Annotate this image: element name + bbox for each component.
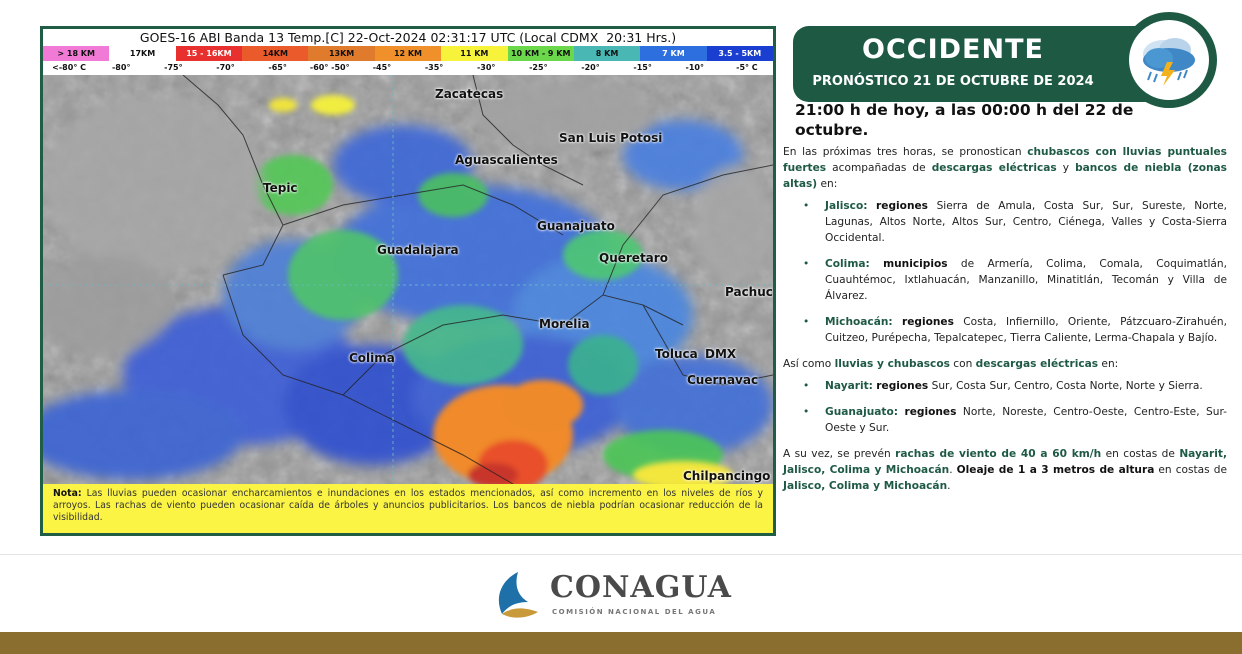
conagua-logo <box>488 566 768 626</box>
scale-segment: 14KM <box>242 46 308 61</box>
city-label-toluca: Toluca <box>655 347 698 361</box>
state-regions: Costa, Infiernillo, Oriente, Pátzcuaro-Zirahuén, Cuitzeo, Purépecha, Tepalcatepec, Tierra Caliente, Lerma-Chapala y Bajío. <box>825 316 1227 344</box>
intro-paragraph <box>783 144 1227 192</box>
scale-temp-label: -30° <box>476 63 496 72</box>
satellite-image <box>43 75 773 484</box>
state-regions: Norte, Noreste, Centro-Oeste, Centro-Este, Sur-Oeste y Sur. <box>825 406 1227 434</box>
state-name: Jalisco: <box>825 200 868 212</box>
closing-text-2: en costas de <box>1101 448 1180 460</box>
scale-temp-label: -65° <box>268 63 287 72</box>
city-label-guadalajara: Guadalajara <box>377 243 459 257</box>
bottom-bar <box>0 632 1242 654</box>
city-label-morelia: Morelia <box>539 317 590 331</box>
scale-segment: 13KM <box>308 46 374 61</box>
scale-segment: 3.5 - 5KM <box>707 46 773 61</box>
city-label-chilpancingo: Chilpancingo <box>683 469 771 483</box>
closing-text-3: . <box>949 464 957 476</box>
closing-highlight-2: Nayarit, Jalisco, Colima y Michoacán <box>783 448 1227 476</box>
scale-temp-label: -75° <box>164 63 183 72</box>
logo-name: CONAGUA <box>550 570 732 605</box>
intro-highlight-3: bancos de niebla (zonas altas) <box>783 162 1227 190</box>
scale-temp-label: -10° <box>685 63 704 72</box>
closing-text-1: A su vez, se prevén <box>783 448 896 460</box>
forecast-period: 21:00 h de hoy, a las 00:00 h del 22 de octubre. <box>795 101 1134 139</box>
intro-text-3: y <box>1056 162 1076 174</box>
mid-text-1: Así como <box>783 358 835 370</box>
city-label-colima: Colima <box>349 351 395 365</box>
scale-segment: 15 - 16KM <box>176 46 242 61</box>
city-label-cuernavaca: Cuernavac <box>687 373 759 387</box>
altitude-scale <box>43 46 773 61</box>
state-list-rain <box>783 378 1227 436</box>
note-text: Las lluvias pueden ocasionar encharcamientos e inundaciones en los estados mencionados, así como incremento en los niveles de ríos y arroyos. Las rachas de viento pueden ocasionar caída de árboles y anuncios publicitarios. Los bancos de niebla podrían ocasionar reducción de la visibilidad. <box>53 488 763 523</box>
city-label-zacatecas: Zacatecas <box>435 87 504 101</box>
scale-temp-label: -20° <box>581 63 600 72</box>
intro-highlight-2: descargas eléctricas <box>931 162 1057 174</box>
state-regions: Sur, Costa Sur, Centro, Costa Norte, Norte y Sierra. <box>931 380 1203 392</box>
state-kind: regiones <box>901 316 954 328</box>
closing-text-4: en costas de <box>1154 464 1227 476</box>
forecast-body <box>783 144 1227 494</box>
scale-temp-label: -80° <box>111 63 131 72</box>
temperature-scale <box>43 61 773 75</box>
state-regions: de Armería, Colima, Comala, Coquimatlán, Cuauhtémoc, Ixtlahuacán, Manzanillo, Minatitlán, Tecomán y Villa de Álvarez. <box>825 258 1227 302</box>
city-label-aguascalientes: Aguascalientes <box>455 153 558 167</box>
mid-text-3: en: <box>1098 358 1119 370</box>
list-item <box>783 256 1227 304</box>
list-item <box>783 404 1227 436</box>
mid-highlight-1: lluvias y chubascos <box>834 358 950 370</box>
closing-text-5: . <box>947 480 951 492</box>
state-list-storms <box>783 198 1227 346</box>
state-kind: municipios <box>883 258 948 270</box>
state-kind: regiones <box>904 406 957 418</box>
closing-paragraph <box>783 446 1227 494</box>
satellite-title: GOES-16 ABI Banda 13 Temp.[C] 22-Oct-2024 02:31:17 UTC (Local CDMX 20:31 Hrs.) <box>43 29 773 46</box>
scale-temp-label: -5° C <box>736 63 758 72</box>
scale-temp-label: <-80° C <box>52 63 86 72</box>
mid-paragraph <box>783 356 1227 372</box>
mid-text-2: con <box>949 358 976 370</box>
scale-segment: 17KM <box>109 46 175 61</box>
state-name: Colima: <box>825 258 870 270</box>
state-name: Nayarit: <box>825 380 873 392</box>
mid-highlight-2: descargas eléctricas <box>975 358 1099 370</box>
scale-temp-label: -70° <box>216 63 235 72</box>
note-label: Nota: <box>53 488 82 499</box>
scale-segment: 8 KM <box>574 46 640 61</box>
scale-segment: 12 KM <box>375 46 441 61</box>
region-title: OCCIDENTE <box>862 34 1044 65</box>
intro-text-2: acompañadas de <box>826 162 932 174</box>
footer-divider <box>0 554 1242 555</box>
forecast-date: PRONÓSTICO 21 DE OCTUBRE DE 2024 <box>812 74 1094 89</box>
city-label-guanajuato: Guanajuato <box>537 219 615 233</box>
list-item <box>783 198 1227 246</box>
scale-segment: > 18 KM <box>43 46 109 61</box>
scale-temp-label: -25° <box>529 63 548 72</box>
closing-bold-1: Oleaje de 1 a 3 metros de altura <box>956 464 1155 476</box>
closing-highlight-1: rachas de viento de 40 a 60 km/h <box>895 448 1102 460</box>
conagua-wave-logo <box>488 566 548 626</box>
state-regions: Sierra de Amula, Costa Sur, Sur, Sureste, Norte, Lagunas, Altos Norte, Altos Sur, Centro, Ciénega, Valles y Costa-Sierra Occidental. <box>825 200 1228 244</box>
storm-cloud-icon <box>1129 20 1209 100</box>
state-name: Michoacán: <box>825 316 893 328</box>
satellite-map-panel <box>40 26 776 536</box>
state-kind: regiones <box>876 380 929 392</box>
logo-subtitle: COMISIÓN NACIONAL DEL AGUA <box>552 608 717 616</box>
scale-temp-label: -45° <box>372 63 392 72</box>
city-label-queretaro: Queretaro <box>599 251 668 265</box>
state-kind: regiones <box>876 200 928 212</box>
city-label-dmx: DMX <box>705 347 737 361</box>
scale-segment: 7 KM <box>640 46 706 61</box>
scale-segment: 10 KM - 9 KM <box>508 46 574 61</box>
note-box <box>43 484 773 533</box>
city-label-tepic: Tepic <box>263 181 298 195</box>
closing-highlight-3: Jalisco, Colima y Michoacán <box>783 480 948 492</box>
list-item <box>783 314 1227 346</box>
list-item <box>783 378 1227 394</box>
state-name: Guanajuato: <box>825 406 898 418</box>
intro-text-1: En las próximas tres horas, se pronostican <box>783 146 1028 158</box>
intro-highlight-1: chubascos con lluvias puntuales fuertes <box>783 146 1227 174</box>
scale-temp-label: -35° <box>424 63 444 72</box>
scale-temp-label: -60° -50° <box>309 63 350 72</box>
scale-temp-label: -15° <box>633 63 652 72</box>
scale-segment: 11 KM <box>441 46 507 61</box>
city-label-san-luis-potosi: San Luis Potosi <box>559 131 663 145</box>
city-label-pachuca: Pachuc <box>725 285 773 299</box>
intro-text-4: en: <box>817 178 838 190</box>
